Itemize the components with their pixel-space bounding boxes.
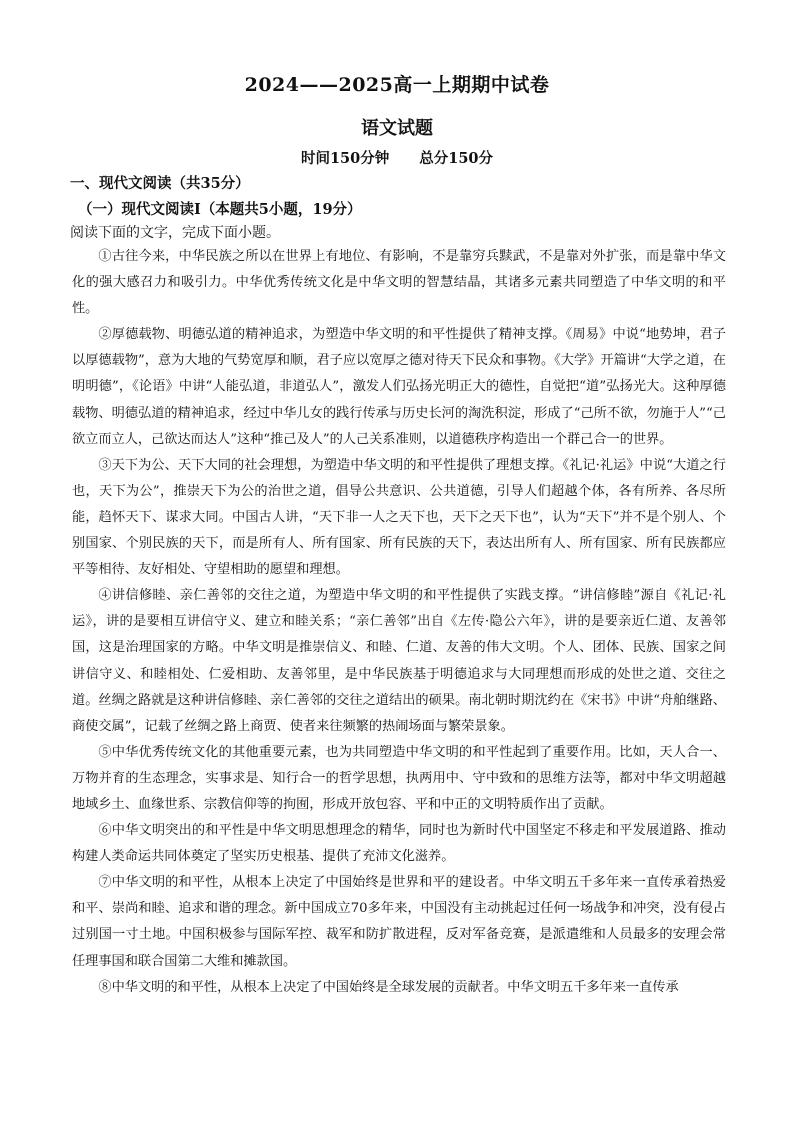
exam-score: 总分150分 (419, 150, 494, 167)
paragraph: ⑤中华优秀传统文化的其他重要元素，也为共同塑造中华文明的和平性起到了重要作用。比如，天人合一、万物并育的生态理念，实事求是、知行合一的哲学思想，执两用中、守中致和的思维方法等，都对中华文明超越地域乡土、血缘世系、宗教信仰等的拘囿，形成开放包容、平和中正的文明特质作出了贡献。 (72, 744, 726, 812)
paragraph: ①古往今来，中华民族之所以在世界上有地位、有影响，不是靠穷兵黩武，不是靠对外扩张，而是靠中华文化的强大感召力和吸引力。中华优秀传统文化是中华文明的智慧结晶，其诸多元素共同塑造了中华文明的和平性。 (72, 249, 726, 317)
section-heading: 一、现代文阅读（共35分） (70, 175, 250, 192)
paragraph: ⑥中华文明突出的和平性是中华文明思想理念的精华，同时也为新时代中国坚定不移走和平发展道路、推动构建人类命运共同体奠定了坚实历史根基、提供了充沛文化滋养。 (72, 823, 726, 865)
paragraph: ④讲信修睦、亲仁善邻的交往之道，为塑造中华文明的和平性提供了实践支撑。“讲信修睦”源自《礼记·礼运》，讲的是要相互讲信守义、建立和睦关系；“亲仁善邻”出自《左传·隐公六年》，讲的是要亲近仁道、友善邻国，这是治理国家的方略。中华文明是推崇信义、和睦、仁道、友善的伟大文明。个人、团体、民族、国家之间讲信守义、和睦相处、仁爱相助、友善邻里，是中华民族基于明德追求与大同理想而形成的处世之道、交往之道。丝绸之路就是这种讲信修睦、亲仁善邻的交往之道结出的硕果。南北朝时期沈约在《宋书》中讲“舟舶继路、商使交属”，记载了丝绸之路上商贾、使者来往频繁的热闹场面与繁荣景象。 (72, 588, 726, 734)
passage-body (72, 244, 726, 1001)
paragraph: ③天下为公、天下大同的社会理想，为塑造中华文明的和平性提供了理想支撑。《礼记·礼运》中说“大道之行也，天下为公”，推崇天下为公的治世之道，倡导公共意识、公共道德，引导人们超越个体，各有所养、各尽所能，趋怀天下、谋求大同。中国古人讲，“天下非一人之天下也，天下之天下也”，认为“天下”并不是个别人、个别国家、个别民族的天下，而是所有人、所有国家、所有民族的天下，表达出所有人、所有国家、所有民族都应平等相待、友好相处、守望相助的愿望和理想。 (72, 457, 726, 578)
subsection-heading: （一）现代文阅读Ⅰ（本题共5小题，19分） (78, 201, 362, 218)
exam-title: 2024——2025高一上期期中试卷 (244, 74, 550, 96)
exam-time: 时间150分钟 (300, 150, 390, 167)
exam-meta (0, 147, 794, 168)
instruction-text: 阅读下面的文字，完成下面小题。 (70, 225, 280, 241)
paragraph: ②厚德载物、明德弘道的精神追求，为塑造中华文明的和平性提供了精神支撑。《周易》中说“地势坤，君子以厚德载物”，意为大地的气势宽厚和顺，君子应以宽厚之德对待天下民众和事物。《大学》开篇讲“大学之道，在明明德”，《论语》中讲“人能弘道，非道弘人”，激发人们弘扬光明正大的德性，自觉把“道”弘扬光大。这种厚德载物、明德弘道的精神追求，经过中华儿女的践行传承与历史长河的淘洗积淀，形成了“己所不欲，勿施于人”“己欲立而立人，己欲达而达人”这种“推己及人”的人己关系准则，以道德秩序构造出一个群己合一的世界。 (72, 327, 726, 447)
paragraph: ⑦中华文明的和平性，从根本上决定了中国始终是世界和平的建设者。中华文明五千多年来一直传承着热爱和平、崇尚和睦、追求和谐的理念。新中国成立70多年来，中国没有主动挑起过任何一场战争和冲突，没有侵占过别国一寸土地。中国积极参与国际军控、裁军和防扩散进程，反对军备竞赛，是派遣维和人员最多的安理会常任理事国和联合国第二大维和摊款国。 (72, 875, 726, 969)
subject-title: 语文试题 (361, 118, 433, 139)
paragraph: ⑧中华文明的和平性，从根本上决定了中国始终是全球发展的贡献者。中华文明五千多年来一直传承 (98, 979, 679, 995)
